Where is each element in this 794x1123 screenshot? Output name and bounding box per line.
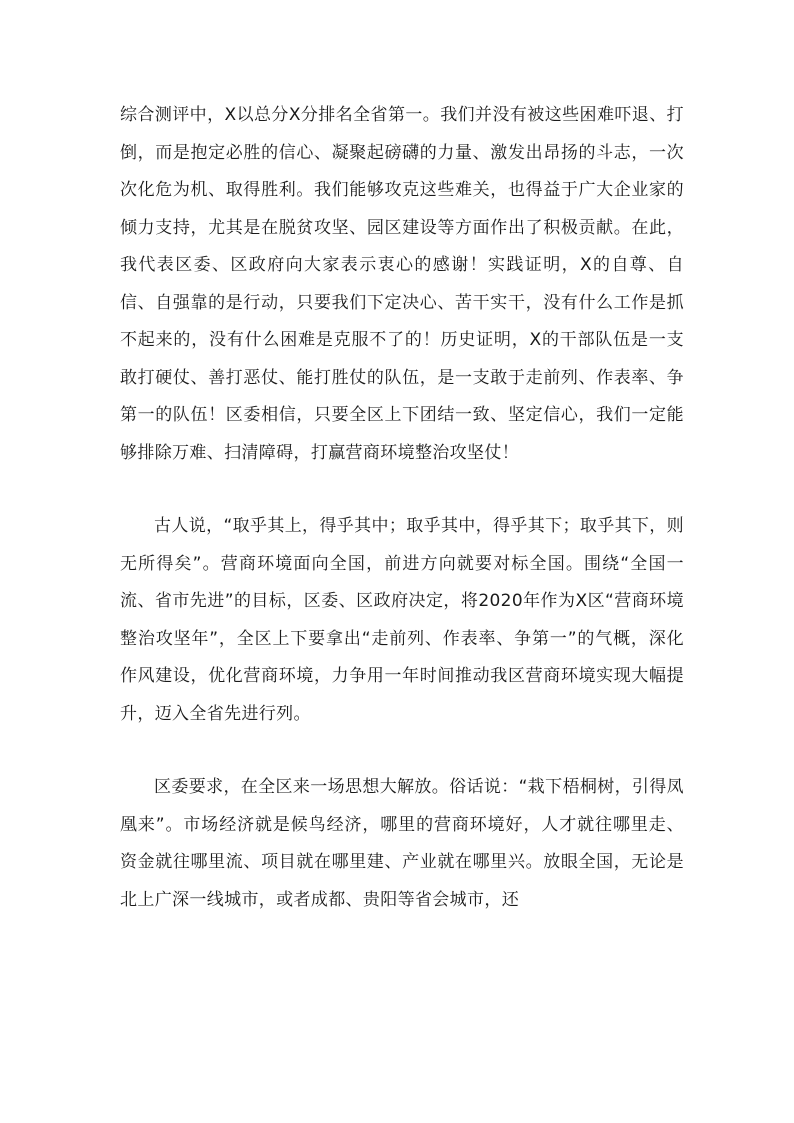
paragraph-1: 综合测评中，X以总分X分排名全省第一。我们并没有被这些困难吓退、打倒，而是抱定必胜的信心、凝聚起磅礴的力量、激发出昂扬的斗志，一次次化危为机、取得胜利。我们能够攻克这些难关，也得益于广大企业家的倾力支持，尤其是在脱贫攻坚、园区建设等方面作出了积极贡献。在此，我代表区委、区政府向大家表示衷心的感谢！实践证明，X的自尊、自信、自强靠的是行动，只要我们下定决心、苦干实干，没有什么工作是抓不起来的，没有什么困难是克服不了的！历史证明，X的干部队伍是一支敢打硬仗、善打恶仗、能打胜仗的队伍，是一支敢于走前列、作表率、争第一的队伍！区委相信，只要全区上下团结一致、坚定信心，我们一定能够排除万难、扫清障碍，打赢营商环境整治攻坚仗！ <box>120 105 684 463</box>
document-body <box>120 97 684 919</box>
paragraph-gap <box>120 733 684 769</box>
paragraph-3: 区委要求，在全区来一场思想大解放。俗话说：“栽下梧桐树，引得凤凰来”。市场经济就是候鸟经济，哪里的营商环境好，人才就往哪里走、资金就往哪里流、项目就在哪里建、产业就在哪里兴。放眼全国，无论是北上广深一线城市，或者成都、贵阳等省会城市，还 <box>120 777 684 910</box>
paragraph-2: 古人说，“取乎其上，得乎其中；取乎其中，得乎其下；取乎其下，则无所得矣”。营商环境面向全国，前进方向就要对标全国。围绕“全国一流、省市先进”的目标，区委、区政府决定，将2020年作为X区“营商环境整治攻坚年”，全区上下要拿出“走前列、作表率、争第一”的气概，深化作风建设，优化营商环境，力争用一年时间推动我区营商环境实现大幅提升，迈入全省先进行列。 <box>120 516 684 724</box>
paragraph-gap <box>120 472 684 508</box>
